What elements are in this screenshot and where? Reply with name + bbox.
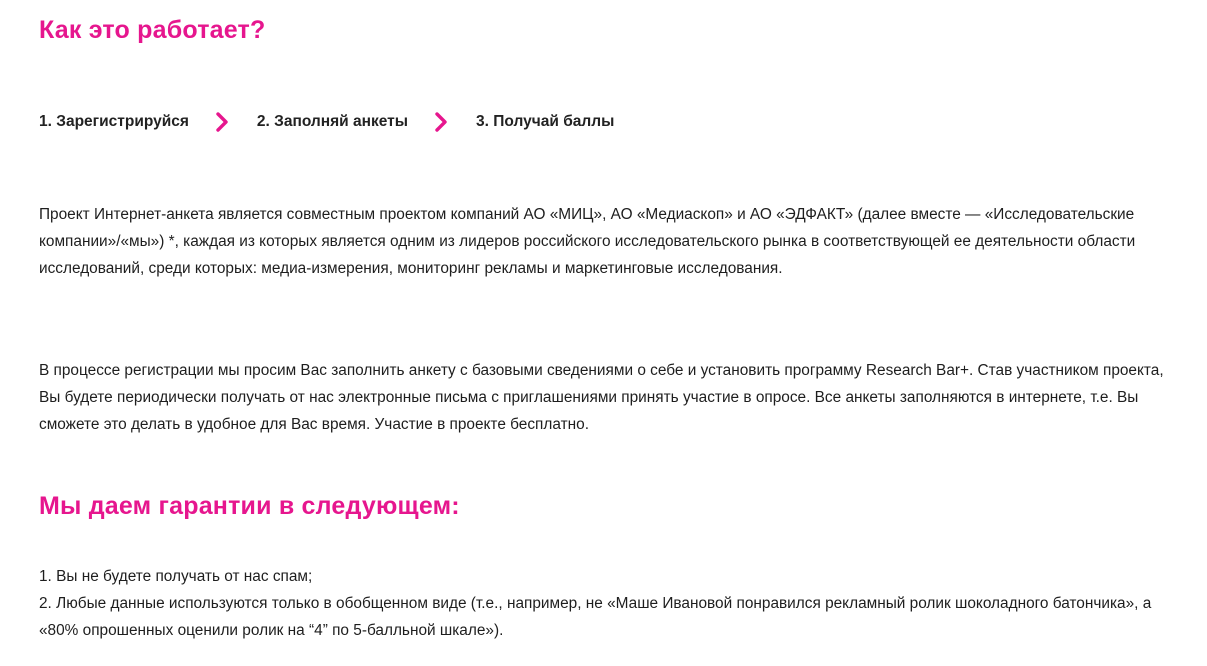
project-description-paragraph: Проект Интернет-анкета является совместным проектом компаний АО «МИЦ», АО «Медиаскоп» и АО «ЭДФАКТ» (далее вместе — «Исследовательские компании»/«мы») *, каждая из которых является одним из лидеров российского исследовательского рынка в соответствующей ее деятельности области исследований, среди которых: медиа-измерения, мониторинг рекламы и маркетинговые исследования.: [39, 206, 1136, 277]
list-item: 2. Любые данные используются только в обобщенном виде (т.е., например, не «Маше Ивановой понравился рекламный ролик шоколадного батончика», а «80% опрошенных оценили ролик на “4” по 5-балльной шкале»).: [39, 595, 1152, 639]
step-get-points: 3. Получай баллы: [476, 113, 615, 130]
guarantees-list: [39, 563, 1189, 644]
steps-row: [39, 112, 614, 132]
step-register: 1. Зарегистрируйся: [39, 113, 189, 130]
guarantees-heading: Мы даем гарантии в следующем:: [39, 492, 460, 520]
step-fill-surveys: 2. Заполняй анкеты: [256, 113, 409, 130]
how-it-works-heading: Как это работает?: [39, 16, 266, 44]
chevron-right-icon: [422, 112, 460, 132]
registration-paragraph: В процессе регистрации мы просим Вас заполнить анкету с базовыми сведениями о себе и установить программу Research Bar+. Став участником проекта, Вы будете периодически получать от нас электронные письма с приглашениями принять участие в опросе. Все анкеты заполняются в интернете, т.е. Вы сможете это делать в удобное для Вас время. Участие в проекте бесплатно.: [39, 362, 1164, 433]
list-item: 1. Вы не будете получать от нас спам;: [39, 568, 313, 585]
chevron-right-icon: [203, 112, 241, 132]
